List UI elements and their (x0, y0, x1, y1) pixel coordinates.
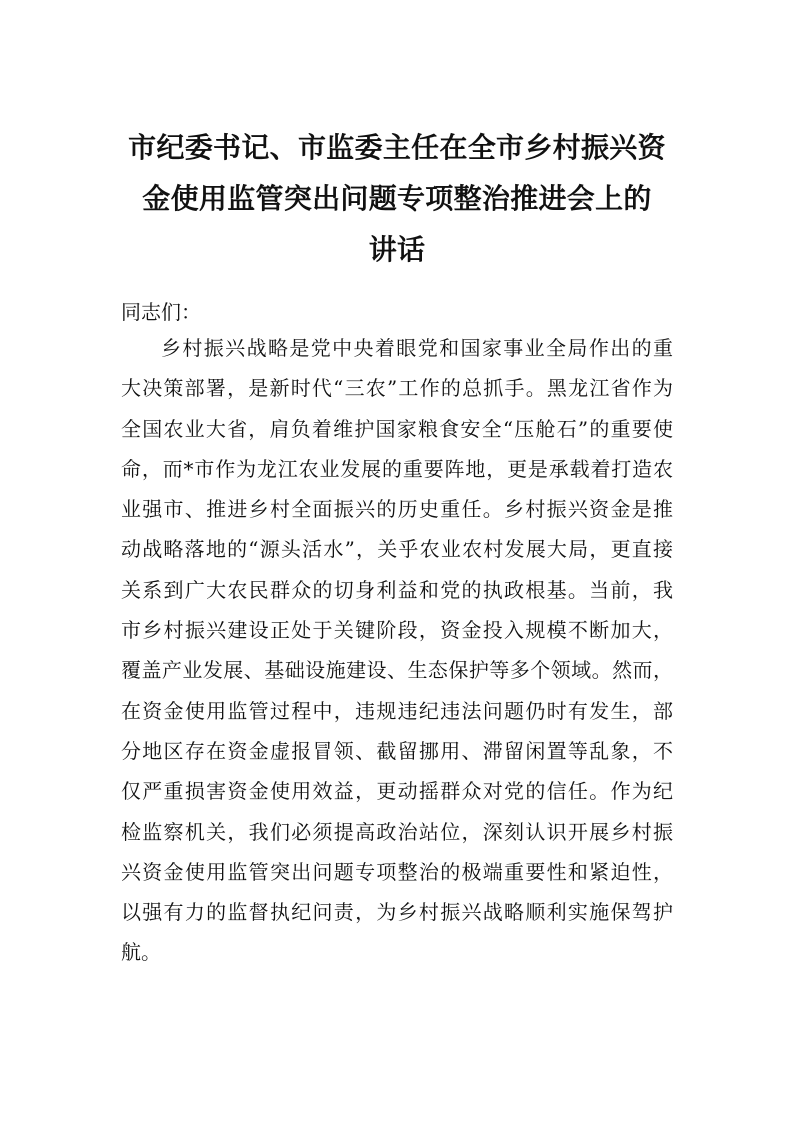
body-line: 航。 (121, 940, 161, 965)
title-line: 讲话 (368, 233, 426, 266)
body-line: 在资金使用监管过程中，违规违纪违法问题仍时有发生，部 (121, 698, 673, 723)
body-line: 分地区存在资金虚报冒领、截留挪用、滞留闲置等乱象，不 (121, 738, 673, 763)
body-line: 覆盖产业发展、基础设施建设、生态保护等多个领域。然而， (121, 658, 673, 683)
body-line: 关系到广大农民群众的切身利益和党的执政根基。当前，我 (121, 577, 673, 602)
body-line: 业强市、推进乡村全面振兴的历史重任。乡村振兴资金是推 (121, 497, 673, 522)
title-line: 市纪委书记、市监委主任在全市乡村振兴资 (128, 131, 666, 164)
body-line: 乡村振兴战略是党中央着眼党和国家事业全局作出的重 (161, 336, 673, 360)
title-line: 金使用监管突出问题专项整治推进会上的 (142, 182, 652, 215)
body-line: 全国农业大省，肩负着维护国家粮食安全“压舱石”的重要使 (121, 416, 673, 441)
body-line: 仅严重损害资金使用效益，更动摇群众对党的信任。作为纪 (121, 779, 673, 804)
salutation: 同志们： (121, 300, 201, 324)
body-line: 以强有力的监督执纪问责，为乡村振兴战略顺利实施保驾护 (121, 900, 673, 925)
body-line: 动战略落地的“源头活水”，关乎农业农村发展大局，更直接 (121, 537, 673, 562)
body-line: 检监察机关，我们必须提高政治站位，深刻认识开展乡村振 (121, 819, 673, 844)
body-line: 市乡村振兴建设正处于关键阶段，资金投入规模不断加大， (121, 618, 673, 643)
document-title (112, 122, 682, 275)
body-paragraph (121, 328, 673, 973)
body-line: 兴资金使用监管突出问题专项整治的极端重要性和紧迫性， (121, 859, 673, 884)
body-line: 大决策部署，是新时代“三农”工作的总抓手。黑龙江省作为 (121, 376, 673, 401)
body-line: 命，而*市作为龙江农业发展的重要阵地，更是承载着打造农 (121, 456, 673, 481)
